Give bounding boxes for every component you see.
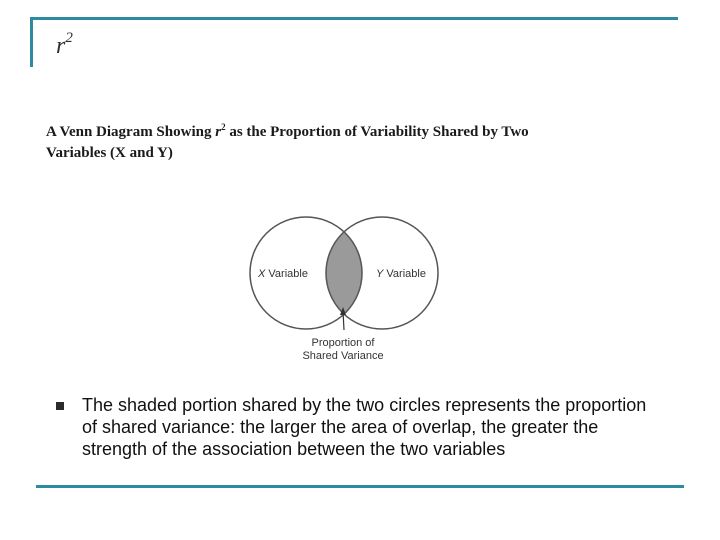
- x-word: Variable: [265, 268, 308, 280]
- overlap-label-line2: Shared Variance: [302, 350, 384, 362]
- frame-top-rule: [30, 17, 678, 20]
- frame-bottom-rule: [36, 485, 684, 488]
- caption-line2: Variables (X and Y): [46, 145, 173, 161]
- y-variable-label: [376, 268, 426, 280]
- title-exponent: 2: [65, 30, 73, 46]
- bullet-text: The shaded portion shared by the two circles represents the proportion of shared variance: the larger the area of overlap, the greater the strength of the association between the two variables: [82, 395, 647, 459]
- bullet-square-icon: [56, 402, 64, 410]
- frame-left-rule: [30, 17, 33, 67]
- caption-line1-pre: A Venn Diagram Showing: [46, 124, 216, 140]
- figure-caption: [46, 117, 646, 164]
- x-letter: X: [258, 268, 266, 280]
- venn-figure: [88, 178, 578, 368]
- venn-diagram: [88, 178, 578, 368]
- y-letter: Y: [376, 268, 384, 280]
- caption-r: r: [215, 124, 222, 140]
- x-variable-label: [257, 268, 308, 280]
- caption-exponent: 2: [221, 122, 226, 132]
- slide-title: [56, 32, 73, 60]
- overlap-label-line1: Proportion of: [311, 337, 375, 349]
- y-word: Variable: [383, 268, 426, 280]
- title-base: r: [56, 33, 66, 59]
- caption-line1-post: as the Proportion of Variability Shared by Two: [225, 124, 529, 140]
